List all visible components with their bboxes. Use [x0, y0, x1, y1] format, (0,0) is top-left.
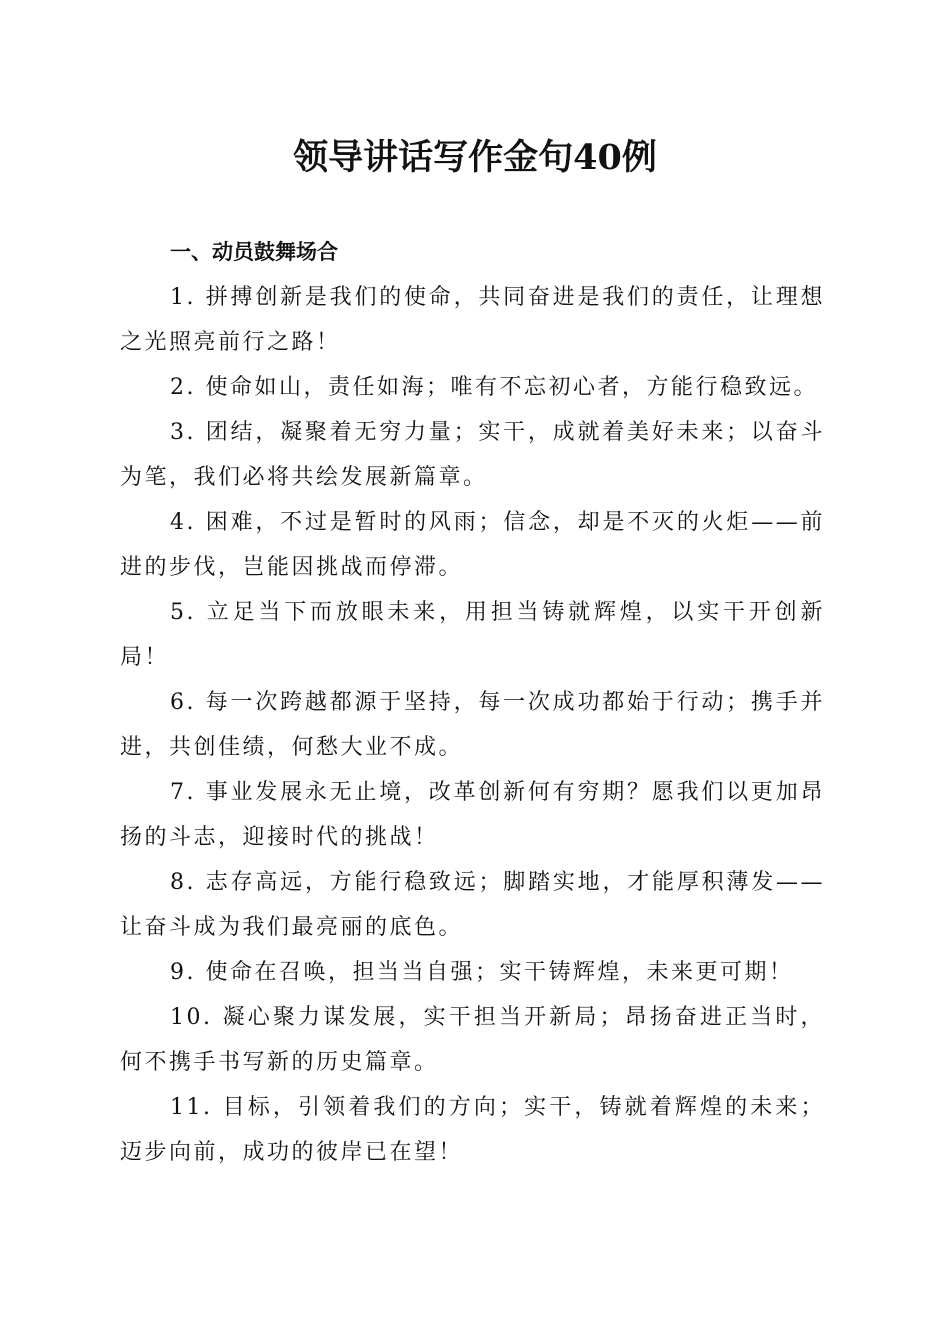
list-item: 9. 使命在召唤，担当当自强；实干铸辉煌，未来更可期！: [170, 960, 794, 985]
list-item: 1. 拼搏创新是我们的使命，共同奋进是我们的责任，让理想之光照亮前行之路！: [120, 285, 825, 355]
list-item: 7. 事业发展永无止境，改革创新何有穷期？愿我们以更加昂扬的斗志，迎接时代的挑战！: [120, 780, 825, 850]
list-item: 11. 目标，引领着我们的方向；实干，铸就着辉煌的未来；迈步向前，成功的彼岸已在望！: [120, 1095, 825, 1165]
list-item: 3. 团结，凝聚着无穷力量；实干，成就着美好未来；以奋斗为笔，我们必将共绘发展新篇章。: [120, 420, 825, 490]
list-item: 2. 使命如山，责任如海；唯有不忘初心者，方能行稳致远。: [170, 375, 818, 400]
document-title: 领导讲话写作金句40例: [293, 137, 657, 178]
list-item: 5. 立足当下而放眼未来，用担当铸就辉煌，以实干开创新局！: [120, 600, 825, 670]
list-item: 10. 凝心聚力谋发展，实干担当开新局；昂扬奋进正当时，何不携手书写新的历史篇章。: [120, 1005, 825, 1075]
list-item: 8. 志存高远，方能行稳致远；脚踏实地，才能厚积薄发——让奋斗成为我们最亮丽的底色。: [120, 870, 825, 940]
document-body: [120, 230, 825, 1175]
list-item: 4. 困难，不过是暂时的风雨；信念，却是不灭的火炬——前进的步伐，岂能因挑战而停滞。: [120, 510, 825, 580]
list-item: 6. 每一次跨越都源于坚持，每一次成功都始于行动；携手并进，共创佳绩，何愁大业不成。: [120, 690, 825, 760]
section-heading: 一、动员鼓舞场合: [170, 240, 338, 264]
